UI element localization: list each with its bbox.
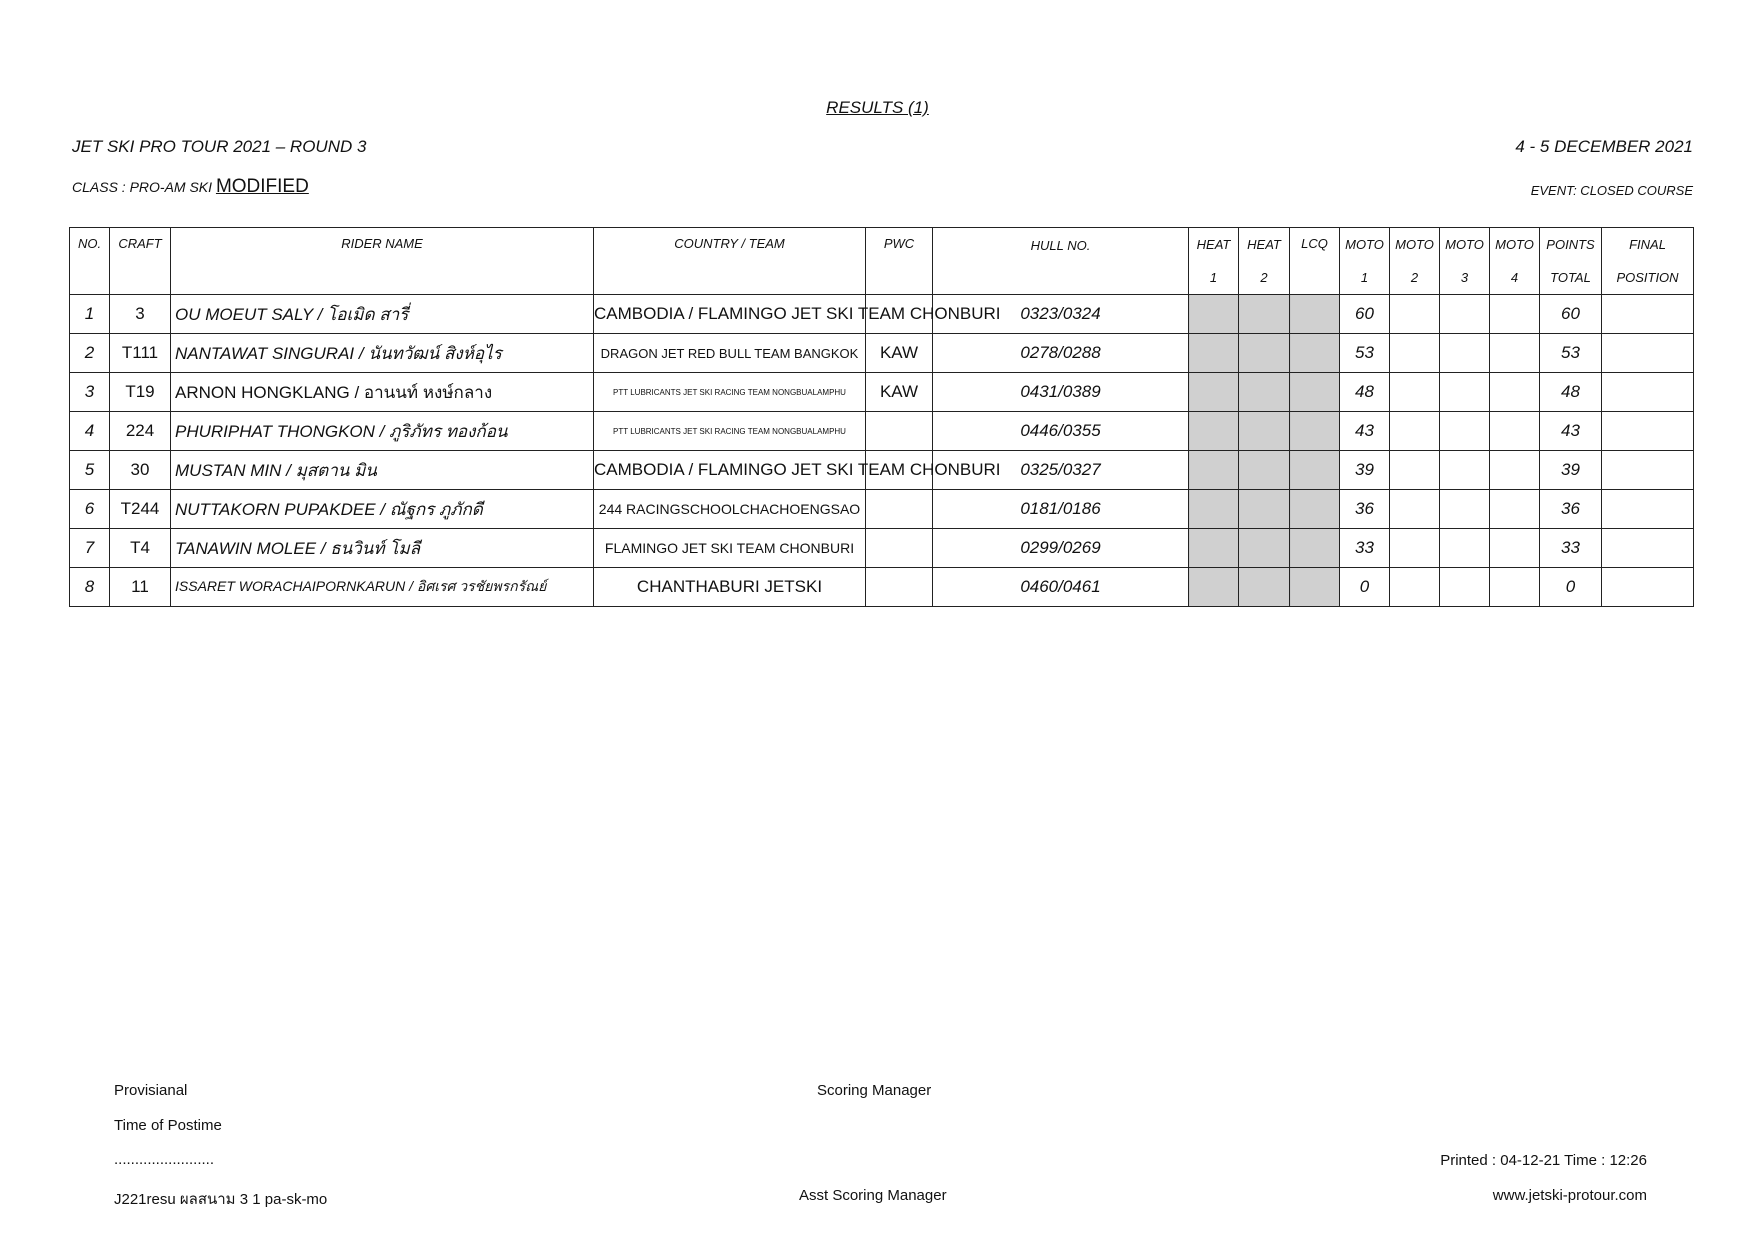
- cell-rider: NANTAWAT SINGURAI / นันทวัฒน์ สิงห์อุไร: [171, 334, 594, 373]
- cell-moto3: [1440, 373, 1490, 412]
- cell-no: 7: [70, 529, 110, 568]
- cell-moto2: [1390, 451, 1440, 490]
- cell-moto4: [1490, 295, 1540, 334]
- cell-moto4: [1490, 529, 1540, 568]
- cell-team: FLAMINGO JET SKI TEAM CHONBURI: [594, 529, 866, 568]
- cell-heat1: [1189, 412, 1239, 451]
- cell-heat2: [1239, 412, 1290, 451]
- cell-craft: T244: [110, 490, 171, 529]
- event-name: JET SKI PRO TOUR 2021 – ROUND 3: [72, 137, 367, 156]
- cell-moto2: [1390, 568, 1440, 607]
- page-title: RESULTS (1): [826, 98, 929, 117]
- cell-lcq: [1290, 373, 1340, 412]
- cell-hull: 0299/0269: [933, 529, 1189, 568]
- col-moto3-num: 3: [1440, 261, 1490, 295]
- cell-moto4: [1490, 490, 1540, 529]
- cell-heat1: [1189, 529, 1239, 568]
- cell-lcq: [1290, 568, 1340, 607]
- cell-lcq: [1290, 490, 1340, 529]
- cell-pwc: [866, 568, 933, 607]
- cell-total: 39: [1540, 451, 1602, 490]
- cell-craft: 30: [110, 451, 171, 490]
- table-row: [70, 568, 1694, 607]
- cell-hull: 0446/0355: [933, 412, 1189, 451]
- scoring-manager-label: Scoring Manager: [817, 1082, 932, 1099]
- col-team: COUNTRY / TEAM: [594, 228, 866, 295]
- cell-moto3: [1440, 412, 1490, 451]
- cell-moto4: [1490, 412, 1540, 451]
- cell-heat2: [1239, 451, 1290, 490]
- cell-moto1: 53: [1340, 334, 1390, 373]
- cell-lcq: [1290, 334, 1340, 373]
- cell-moto1: 60: [1340, 295, 1390, 334]
- cell-rider: TANAWIN MOLEE / ธนวินท์ โมลี: [171, 529, 594, 568]
- cell-final: [1602, 451, 1694, 490]
- cell-moto4: [1490, 568, 1540, 607]
- col-points-total: TOTAL: [1540, 261, 1602, 295]
- cell-craft: T111: [110, 334, 171, 373]
- col-lcq: LCQ: [1290, 228, 1340, 295]
- cell-rider: OU MOEUT SALY / โอเมิด สารี่: [171, 295, 594, 334]
- col-moto4: MOTO: [1490, 228, 1540, 262]
- header-row-1: [70, 228, 1694, 262]
- cell-heat1: [1189, 334, 1239, 373]
- cell-moto2: [1390, 412, 1440, 451]
- cell-rider: ARNON HONGKLANG / อานนท์ หงษ์กลาง: [171, 373, 594, 412]
- cell-lcq: [1290, 412, 1340, 451]
- provisional-label: Provisianal: [114, 1082, 188, 1099]
- col-points: POINTS: [1540, 228, 1602, 262]
- col-rider: RIDER NAME: [171, 228, 594, 295]
- class-line: [72, 176, 309, 198]
- cell-no: 1: [70, 295, 110, 334]
- col-pwc: PWC: [866, 228, 933, 295]
- cell-craft: T4: [110, 529, 171, 568]
- cell-moto3: [1440, 334, 1490, 373]
- cell-lcq: [1290, 451, 1340, 490]
- cell-rider: PHURIPHAT THONGKON / ภูริภัทร ทองก้อน: [171, 412, 594, 451]
- cell-final: [1602, 529, 1694, 568]
- website-link: www.jetski-protour.com: [1492, 1187, 1647, 1204]
- col-moto2-num: 2: [1390, 261, 1440, 295]
- col-moto2: MOTO: [1390, 228, 1440, 262]
- cell-final: [1602, 568, 1694, 607]
- col-craft: CRAFT: [110, 228, 171, 295]
- cell-hull: 0323/0324: [933, 295, 1189, 334]
- cell-moto1: 36: [1340, 490, 1390, 529]
- cell-moto2: [1390, 334, 1440, 373]
- cell-moto3: [1440, 451, 1490, 490]
- col-heat1-num: 1: [1189, 261, 1239, 295]
- time-of-postime-label: Time of Postime: [114, 1117, 222, 1134]
- cell-moto3: [1440, 295, 1490, 334]
- cell-no: 3: [70, 373, 110, 412]
- cell-final: [1602, 412, 1694, 451]
- cell-total: 60: [1540, 295, 1602, 334]
- cell-team: CAMBODIA / FLAMINGO JET SKI TEAM CHONBURI: [594, 451, 866, 490]
- cell-heat2: [1239, 490, 1290, 529]
- cell-no: 8: [70, 568, 110, 607]
- cell-heat1: [1189, 373, 1239, 412]
- cell-craft: 3: [110, 295, 171, 334]
- cell-team: PTT LUBRICANTS JET SKI RACING TEAM NONGBUALAMPHU: [594, 373, 866, 412]
- cell-final: [1602, 334, 1694, 373]
- cell-moto2: [1390, 490, 1440, 529]
- cell-moto1: 0: [1340, 568, 1390, 607]
- cell-craft: T19: [110, 373, 171, 412]
- cell-moto2: [1390, 529, 1440, 568]
- col-moto1: MOTO: [1340, 228, 1390, 262]
- cell-total: 36: [1540, 490, 1602, 529]
- col-hull: HULL NO.: [933, 228, 1189, 295]
- cell-team: CHANTHABURI JETSKI: [594, 568, 866, 607]
- cell-hull: 0460/0461: [933, 568, 1189, 607]
- cell-no: 6: [70, 490, 110, 529]
- col-moto4-num: 4: [1490, 261, 1540, 295]
- cell-heat2: [1239, 334, 1290, 373]
- cell-moto4: [1490, 373, 1540, 412]
- cell-total: 0: [1540, 568, 1602, 607]
- cell-rider: NUTTAKORN PUPAKDEE / ณัฐกร ภูภักดี: [171, 490, 594, 529]
- cell-rider: ISSARET WORACHAIPORNKARUN / อิศเรศ วรชัยพรกรัณย์: [171, 568, 594, 607]
- cell-no: 5: [70, 451, 110, 490]
- cell-team: 244 RACINGSCHOOLCHACHOENGSAO: [594, 490, 866, 529]
- cell-pwc: [866, 490, 933, 529]
- cell-final: [1602, 373, 1694, 412]
- cell-hull: 0278/0288: [933, 334, 1189, 373]
- results-table: [69, 227, 1694, 607]
- cell-moto1: 43: [1340, 412, 1390, 451]
- cell-lcq: [1290, 295, 1340, 334]
- cell-lcq: [1290, 529, 1340, 568]
- cell-moto3: [1440, 490, 1490, 529]
- cell-moto2: [1390, 373, 1440, 412]
- cell-moto1: 39: [1340, 451, 1390, 490]
- cell-craft: 11: [110, 568, 171, 607]
- cell-hull: 0431/0389: [933, 373, 1189, 412]
- table-row: [70, 373, 1694, 412]
- cell-heat1: [1189, 451, 1239, 490]
- cell-hull: 0325/0327: [933, 451, 1189, 490]
- col-heat2: HEAT: [1239, 228, 1290, 262]
- class-value: MODIFIED: [215, 176, 309, 197]
- cell-no: 2: [70, 334, 110, 373]
- cell-heat2: [1239, 373, 1290, 412]
- cell-pwc: [866, 529, 933, 568]
- cell-no: 4: [70, 412, 110, 451]
- cell-moto3: [1440, 568, 1490, 607]
- event-dates: 4 - 5 DECEMBER 2021: [1515, 137, 1693, 156]
- cell-final: [1602, 490, 1694, 529]
- table-row: [70, 451, 1694, 490]
- event-type: EVENT: CLOSED COURSE: [1530, 183, 1693, 198]
- cell-total: 48: [1540, 373, 1602, 412]
- col-no: NO.: [70, 228, 110, 295]
- col-moto3: MOTO: [1440, 228, 1490, 262]
- col-heat1: HEAT: [1189, 228, 1239, 262]
- cell-heat2: [1239, 295, 1290, 334]
- cell-moto4: [1490, 451, 1540, 490]
- table-row: [70, 412, 1694, 451]
- printed-timestamp: Printed : 04-12-21 Time : 12:26: [1440, 1152, 1647, 1169]
- cell-team: DRAGON JET RED BULL TEAM BANGKOK: [594, 334, 866, 373]
- cell-hull: 0181/0186: [933, 490, 1189, 529]
- file-reference: J221resu ผลสนาม 3 1 pa-sk-mo: [114, 1191, 328, 1208]
- cell-team: CAMBODIA / FLAMINGO JET SKI TEAM CHONBURI: [594, 295, 866, 334]
- cell-moto4: [1490, 334, 1540, 373]
- cell-total: 33: [1540, 529, 1602, 568]
- class-label: CLASS : PRO-AM SKI: [72, 179, 213, 195]
- cell-moto1: 48: [1340, 373, 1390, 412]
- col-heat2-num: 2: [1239, 261, 1290, 295]
- cell-heat2: [1239, 568, 1290, 607]
- cell-pwc: KAW: [866, 334, 933, 373]
- cell-pwc: [866, 412, 933, 451]
- table-row: [70, 529, 1694, 568]
- cell-heat2: [1239, 529, 1290, 568]
- cell-moto2: [1390, 295, 1440, 334]
- col-moto1-num: 1: [1340, 261, 1390, 295]
- cell-final: [1602, 295, 1694, 334]
- cell-pwc: KAW: [866, 373, 933, 412]
- cell-heat1: [1189, 490, 1239, 529]
- cell-moto3: [1440, 529, 1490, 568]
- cell-heat1: [1189, 568, 1239, 607]
- table-row: [70, 295, 1694, 334]
- asst-scoring-manager-label: Asst Scoring Manager: [799, 1187, 947, 1204]
- signature-dots: ........................: [114, 1151, 215, 1168]
- cell-craft: 224: [110, 412, 171, 451]
- cell-moto1: 33: [1340, 529, 1390, 568]
- col-final: FINAL: [1602, 228, 1694, 262]
- col-final-position: POSITION: [1602, 261, 1694, 295]
- table-row: [70, 334, 1694, 373]
- cell-heat1: [1189, 295, 1239, 334]
- cell-total: 43: [1540, 412, 1602, 451]
- cell-total: 53: [1540, 334, 1602, 373]
- cell-team: PTT LUBRICANTS JET SKI RACING TEAM NONGBUALAMPHU: [594, 412, 866, 451]
- cell-rider: MUSTAN MIN / มุสตาน มิน: [171, 451, 594, 490]
- table-row: [70, 490, 1694, 529]
